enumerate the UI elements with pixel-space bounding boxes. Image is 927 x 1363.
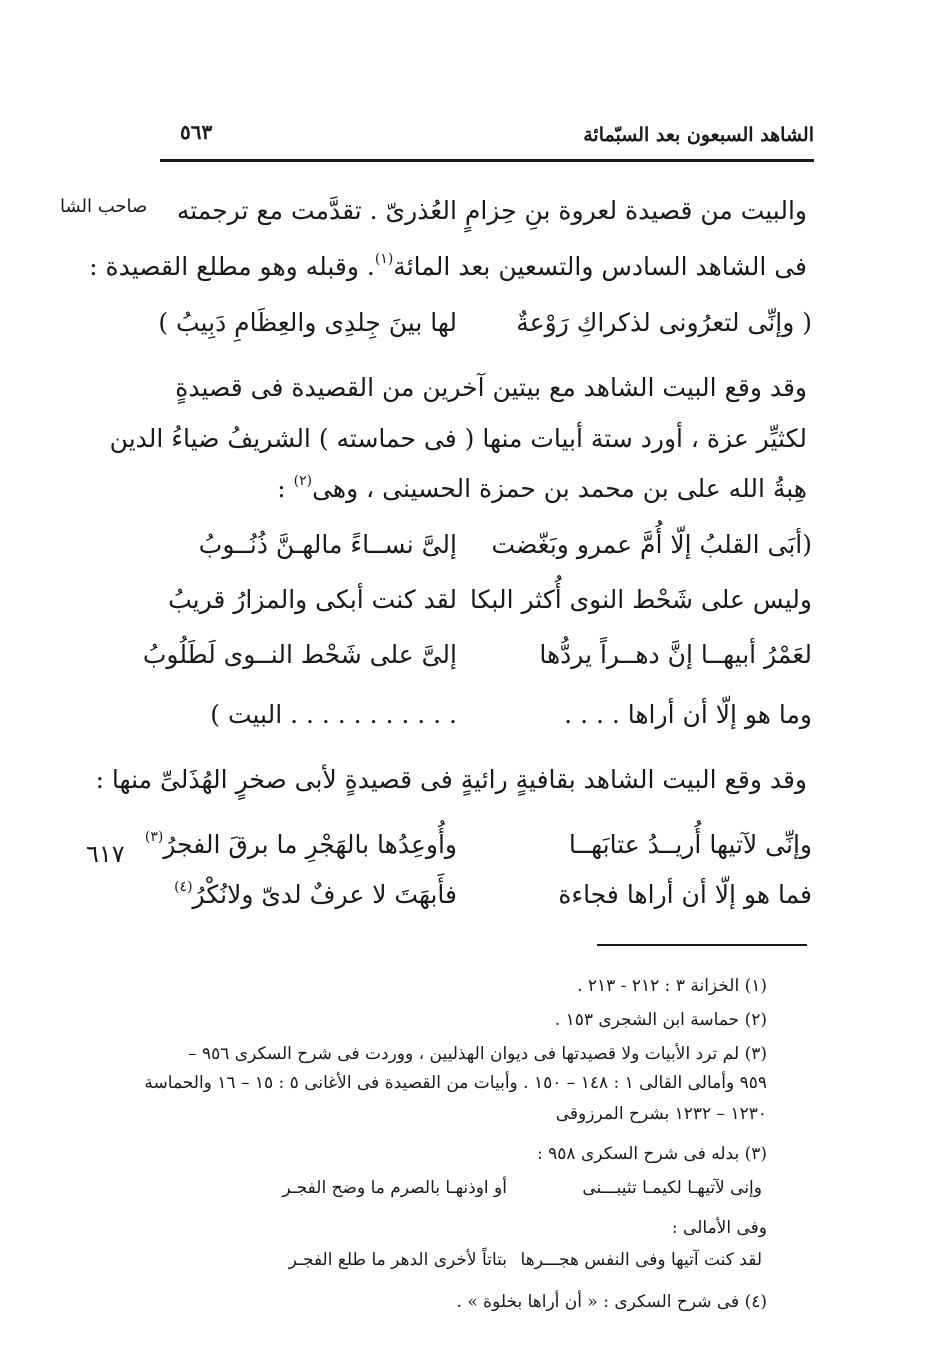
verse3-1-hemistich-b <box>127 830 457 859</box>
footnote-1: (١) الخزانة ٣ : ٢١٢ - ٢١٣ . <box>577 976 767 996</box>
verse3-2-b-text: فأَبهَتَ لا عرفٌ لدىّ ولانُكْرُ <box>192 880 457 909</box>
footnote-2: (٢) حماسة ابن الشجرى ١٥٣ . <box>554 1010 767 1030</box>
footnote-rule <box>597 944 807 946</box>
footnote-verse-1-a: وإنى لآتيهـا لكيمـا تثيبـــنى <box>582 1178 762 1198</box>
footnote-verse-2-b: بتاتاً لأخرى الدهر ما طلع الفجـر <box>288 1250 507 1270</box>
body-line-2-text: فى الشاهد السادس والتسعين بعد المائة <box>393 252 807 281</box>
footnote-ref-3: (٣) <box>144 829 164 845</box>
footnote-3-line-2: ٩٥٩ وأمالى القالى ١ : ١٤٨ – ١٥٠ . وأبيات من القصيدة فى الأغانى ٥ : ١٥ – ١٦ والحماسة <box>144 1073 767 1093</box>
footnote-ref-2: (٢) <box>293 473 313 489</box>
footnote-4: (٤) فى شرح السكرى : « أن أراها بخلوة » . <box>456 1292 767 1312</box>
body-line-4: لكثيِّر عزة ، أورد ستة أبيات منها ( فى حماسته ) الشريفُ ضياءُ الدين <box>109 424 807 453</box>
verse2-1-hemistich-a: (أبَى القلبُ إلّا أُمَّ عمرو وبَغّضت <box>491 530 812 559</box>
page-number: ٥٦٣ <box>180 120 213 144</box>
footnote-amali: وفى الأمالى : <box>671 1218 767 1238</box>
verse1-hemistich-a: ( وإنِّى لتعرُونى لذكراكِ رَوْعةٌ <box>516 308 812 337</box>
running-header-title: الشاهد السبعون بعد السبّمائة <box>583 124 814 146</box>
footnote-ref-4: (٤) <box>174 879 193 895</box>
verse2-4-hemistich-b: . . . . . . . . . . . البيت ) <box>210 700 457 729</box>
margin-page-reference: ٦١٧ <box>86 840 125 868</box>
header-rule <box>160 159 814 162</box>
margin-note: صاحب الشا <box>60 196 148 217</box>
verse2-2-hemistich-a: وليس على شَحْط النوى أُكثر البكا <box>470 585 812 614</box>
body-line-5-text: هِبةُ الله على بن محمد بن حمزة الحسينى ، وهى <box>312 474 807 503</box>
footnote-ref-1: (١) <box>374 251 394 267</box>
footnote-3-line-1: (٣) لم ترد الأبيات ولا قصيدتها فى ديوان الهذليين ، ووردت فى شرح السكرى ٩٥٦ – <box>188 1044 767 1064</box>
verse2-4-hemistich-a: وما هو إلّا أن أراها . . . . <box>564 700 812 729</box>
body-line-6: وقد وقع البيت الشاهد بقافيةٍ رائيةٍ فى قصيدةٍ لأبى صخرٍ الهُذَلىِّ منها : <box>95 765 807 794</box>
body-line-1: والبيت من قصيدة لعروة بنِ حِزامٍ العُذرىّ . تقدَّمت مع ترجمته <box>176 196 807 225</box>
body-line-2 <box>89 251 807 281</box>
verse2-3-hemistich-a: لعَمْرُ أبيهــا إنَّ دهــراً يردُّها <box>539 640 812 669</box>
verse1-hemistich-b: لها بينَ جِلدِى والعِظَامِ دَبِيبُ ) <box>158 308 457 337</box>
footnote-verse-2-a: لقد كنت آتيها وفى النفس هجـــرها <box>520 1250 762 1270</box>
verse3-2-hemistich-a: فما هو إلّا أن أراها فجاءة <box>558 880 812 909</box>
body-line-5 <box>157 474 807 503</box>
verse2-2-hemistich-b: لقد كنت أبكى والمزارُ قريبُ <box>168 585 457 614</box>
verse3-1-b-text: وأُوعِدُها بالهَجْرِ ما برقَ الفجرُ <box>163 830 457 859</box>
body-line-2-tail: . وقبله وهو مطلع القصيدة : <box>89 252 375 281</box>
verse2-3-hemistich-b: إلىَّ على شَحْط النــوى لَطَلُوبُ <box>142 640 457 669</box>
footnote-verse-1-b: أو اوذنهـا بالصرم ما وضح الفجـر <box>282 1178 507 1198</box>
verse3-1-hemistich-a: وإنِّى لآتيها أُريــدُ عتابَهــا <box>568 830 812 859</box>
verse2-1-hemistich-b: إلىَّ نســاءً مالهـنَّ ذُنُــوبُ <box>198 530 457 559</box>
body-line-5-tail: : <box>277 474 294 503</box>
body-line-3: وقد وقع البيت الشاهد مع بيتين آخرين من القصيدة فى قصيدةٍ <box>175 373 807 402</box>
verse3-2-hemistich-b <box>127 880 457 909</box>
footnote-3-line-3: ١٢٣٠ – ١٢٣٢ بشرح المرزوقى <box>555 1104 767 1124</box>
footnote-3b: (٣) بدله فى شرح السكرى ٩٥٨ : <box>537 1144 767 1164</box>
